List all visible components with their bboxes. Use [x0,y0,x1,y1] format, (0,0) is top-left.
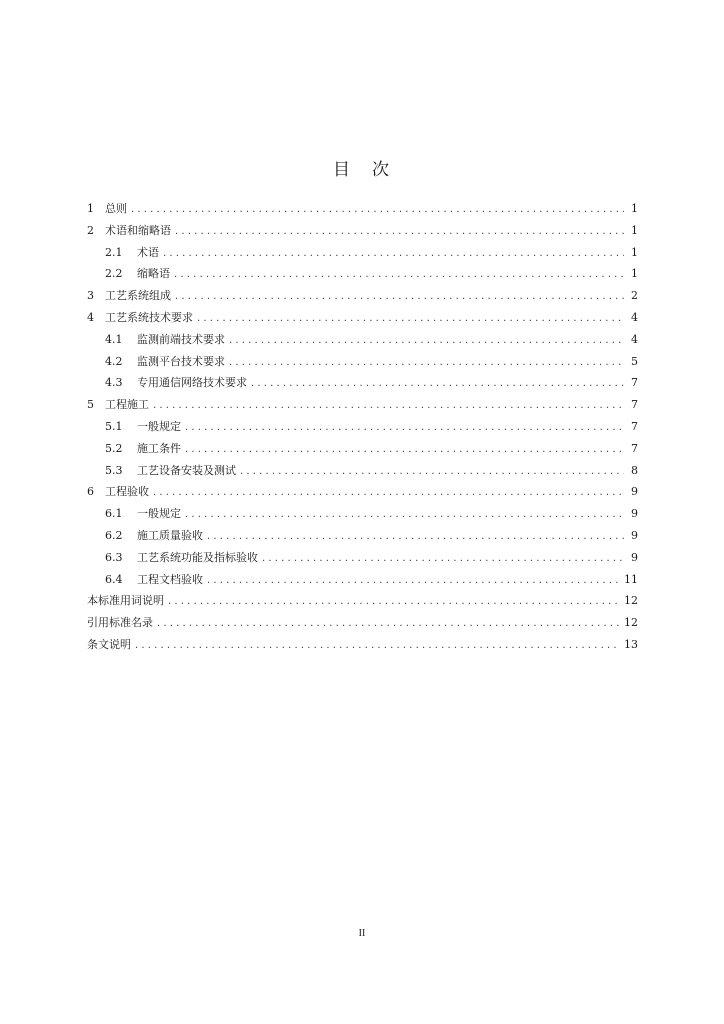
toc-entry-label: 总则 [105,202,127,215]
toc-entry-page: 7 [631,398,638,412]
title-char-1: 目 [333,160,352,180]
toc-entry-number: 6.2 [105,528,123,542]
toc-entry-number: 4.2 [105,354,123,368]
toc-entry-number: 2 [87,223,94,237]
toc-entry-page: 9 [631,528,638,542]
toc-entry[interactable] [87,569,638,591]
toc-entry[interactable] [87,460,638,482]
toc-entry[interactable] [87,612,638,634]
toc-entry-page: 7 [631,441,638,455]
toc-entry-number: 2.1 [105,245,123,259]
toc-leader-dots [229,352,624,374]
toc-entry-page: 1 [631,223,638,237]
toc-entry-page: 7 [631,419,638,433]
toc-entry-number: 5.1 [105,419,123,433]
toc-entry-number: 5.2 [105,441,123,455]
toc-entry-label: 工程验收 [105,485,149,499]
toc-entry-page: 9 [631,550,638,564]
toc-leader-dots [262,548,624,570]
toc-entry[interactable] [87,263,638,285]
toc-entry-number: 6.4 [105,572,123,586]
toc-entry-label: 条文说明 [87,637,131,651]
toc-entry-label: 缩略语 [137,267,170,281]
table-of-contents [87,198,638,656]
toc-leader-dots [153,395,624,417]
toc-entry-page: 13 [624,637,638,651]
toc-entry[interactable] [87,351,638,373]
toc-leader-dots [175,286,624,308]
toc-entry-page: 2 [631,289,638,303]
toc-entry-label: 施工质量验收 [137,528,203,542]
toc-entry[interactable] [87,481,638,503]
toc-entry[interactable] [87,503,638,525]
toc-entry-label: 术语和缩略语 [105,223,171,237]
toc-entry-page: 5 [631,354,638,368]
toc-entry-page: 1 [631,267,638,281]
toc-entry-page: 12 [624,616,638,630]
toc-leader-dots [207,570,620,592]
toc-leader-dots [174,264,624,286]
toc-leader-dots [207,526,624,548]
toc-entry-number: 4.1 [105,332,123,346]
toc-entry-page: 7 [631,376,638,390]
toc-entry[interactable] [87,438,638,460]
toc-entry[interactable] [87,242,638,264]
toc-leader-dots [168,591,620,613]
toc-entry-page: 4 [631,310,638,324]
toc-leader-dots [185,417,624,439]
toc-entry-label: 专用通信网络技术要求 [137,376,247,390]
toc-entry[interactable] [87,220,638,242]
toc-entry[interactable] [87,590,638,612]
toc-entry-number: 3 [87,289,94,303]
toc-entry-label: 引用标准名录 [87,616,153,630]
toc-entry-number: 4 [87,310,94,324]
toc-entry-label: 监测平台技术要求 [137,354,225,368]
toc-entry[interactable] [87,372,638,394]
toc-entry-label: 工程文档验收 [137,572,203,586]
title-char-2: 次 [372,160,391,180]
toc-entry-label: 工艺系统组成 [105,289,171,303]
toc-leader-dots [197,308,624,330]
toc-leader-dots [163,243,624,265]
page-title [0,155,724,180]
toc-entry-label: 施工条件 [137,441,181,455]
toc-entry-page: 1 [631,202,638,215]
toc-entry-page: 1 [631,245,638,259]
page-number: II [358,928,366,939]
toc-entry[interactable] [87,547,638,569]
toc-entry[interactable] [87,525,638,547]
toc-leader-dots [153,482,624,504]
toc-entry-label: 工艺系统功能及指标验收 [137,550,258,564]
toc-entry[interactable] [87,394,638,416]
toc-entry[interactable] [87,329,638,351]
toc-entry-label: 工艺系统技术要求 [105,310,193,324]
toc-entry[interactable] [87,307,638,329]
toc-entry-label: 监测前端技术要求 [137,332,225,346]
toc-entry-number: 5 [87,398,94,412]
toc-entry[interactable] [87,416,638,438]
toc-leader-dots [131,199,624,221]
toc-leader-dots [175,221,624,243]
toc-entry-page: 4 [631,332,638,346]
toc-entry-page: 9 [631,507,638,521]
toc-leader-dots [229,330,624,352]
toc-entry-number: 4.3 [105,376,123,390]
toc-entry-label: 工艺设备安装及测试 [137,463,236,477]
toc-entry-number: 6.3 [105,550,123,564]
toc-entry-label: 一般规定 [137,419,181,433]
toc-entry-label: 术语 [137,245,159,259]
toc-leader-dots [157,613,620,635]
toc-entry[interactable] [87,634,638,656]
toc-leader-dots [185,504,624,526]
toc-entry-label: 本标准用词说明 [87,594,164,608]
toc-leader-dots [135,635,620,657]
toc-entry-page: 9 [631,485,638,499]
toc-entry-number: 2.2 [105,267,123,281]
toc-leader-dots [240,461,624,483]
toc-leader-dots [185,439,624,461]
toc-entry-number: 1 [87,202,94,215]
toc-entry-number: 6 [87,485,94,499]
toc-entry-number: 5.3 [105,463,123,477]
toc-entry-page: 8 [631,463,638,477]
toc-entry-number: 6.1 [105,507,123,521]
toc-entry[interactable] [87,198,638,220]
toc-entry[interactable] [87,285,638,307]
toc-entry-page: 12 [624,594,638,608]
toc-entry-page: 11 [624,572,638,586]
toc-entry-label: 工程施工 [105,398,149,412]
toc-entry-label: 一般规定 [137,507,181,521]
toc-leader-dots [251,373,624,395]
